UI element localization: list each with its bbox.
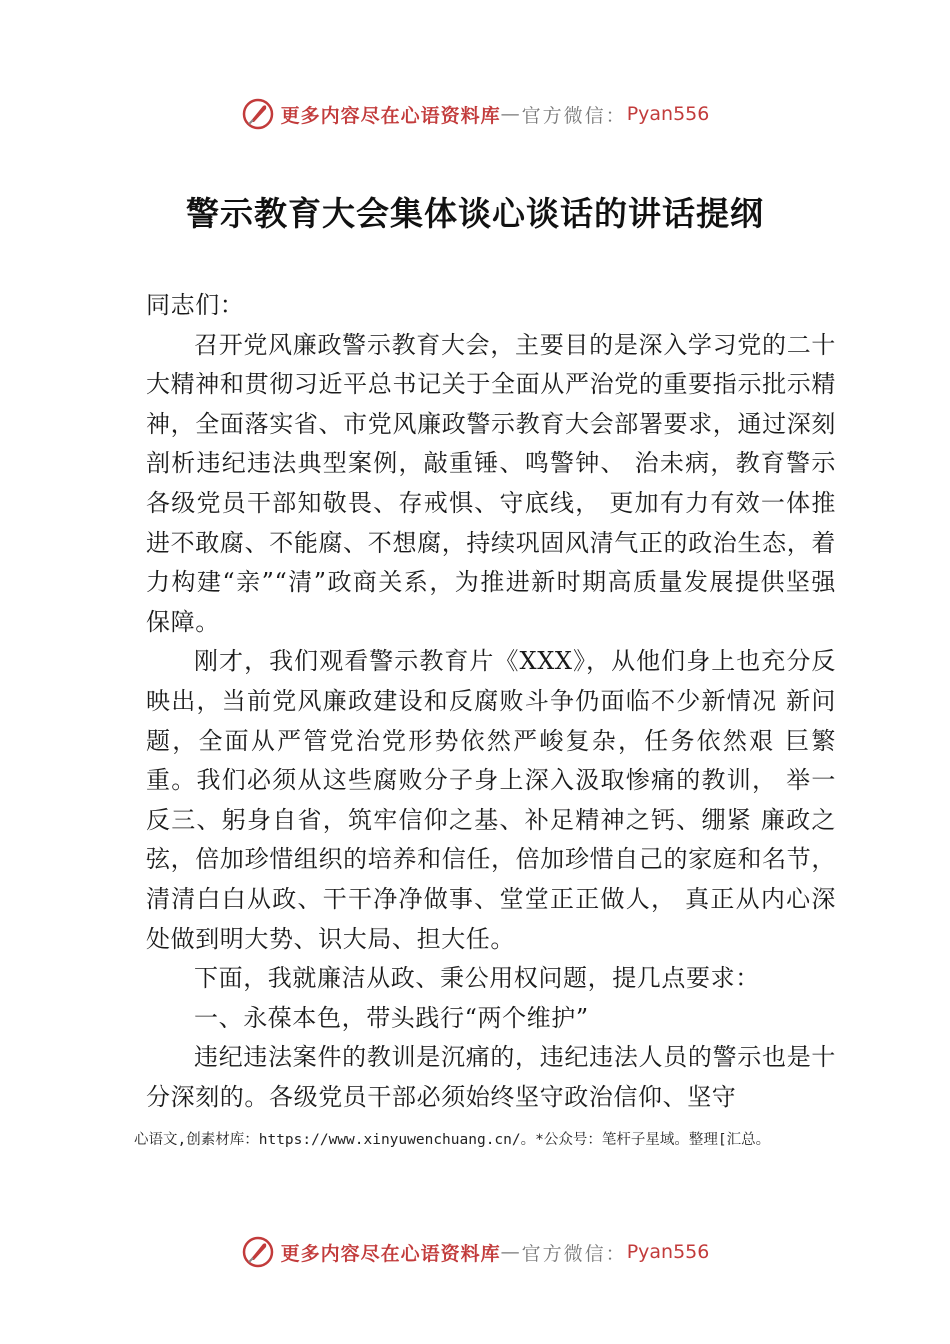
- paragraph: 刚才，我们观看警示教育片《XXX》，从他们身上也充分反映出，当前党风廉政建设和反腐败斗争仍面临不少新情况 新问题，全面从严管党治党形势依然严峻复杂，任务依然艰 巨繁重。我们必须从这些腐败分子身上深入汲取惨痛的教训， 举一反三、躬身自省，筑牢信仰之基、补足精神之钙、绷紧 廉政之弦，倍加珍惜组织的培养和信任，倍加珍惜自己的家庭和名节，清清白白从政、干干净净做事、堂堂正正做人， 真正从内心深处做到明大势、识大局、担大任。: [146, 647, 836, 953]
- footer-watermark-banner: [0, 1232, 950, 1272]
- quill-pen-icon: [241, 97, 275, 131]
- banner-separator: —: [500, 1241, 522, 1263]
- banner-wechat-id: Pyan556: [626, 1241, 710, 1263]
- banner-separator: —: [500, 103, 522, 125]
- footer-source-note: 心语文,创素材库：https://www.xinyuwenchuang.cn/。*公众号：笔杆子星域。整理[汇总。: [134, 1132, 771, 1148]
- banner-official-label: 官方微信：: [521, 1242, 627, 1265]
- header-watermark-banner: [0, 94, 950, 134]
- banner-wechat-id: Pyan556: [626, 103, 710, 125]
- quill-pen-icon: [241, 1235, 275, 1269]
- paragraph: 下面，我就廉洁从政、秉公用权问题，提几点要求：: [194, 964, 760, 993]
- paragraph: 违纪违法案件的教训是沉痛的，违纪违法人员的警示也是十分深刻的。各级党员干部必须始终坚守政治信仰、坚守: [146, 1043, 836, 1111]
- banner-official-label: 官方微信：: [521, 104, 627, 127]
- banner-brand-text: 更多内容尽在心语资料库: [280, 104, 501, 127]
- document-body: [146, 286, 836, 1117]
- banner-brand-text: 更多内容尽在心语资料库: [280, 1242, 501, 1265]
- section-heading: 一、永葆本色，带头践行“两个维护”: [194, 1003, 589, 1032]
- paragraph: 召开党风廉政警示教育大会，主要目的是深入学习党的二十大精神和贯彻习近平总书记关于全面从严治党的重要指示批示精神，全面落实省、市党风廉政警示教育大会部署要求，通过深刻剖析违纪违法典型案例，敲重锤、鸣警钟、 治未病，教育警示各级党员干部知敬畏、存戒惧、守底线， 更加有力有效一体推进不敢腐、不能腐、不想腐，持续巩固风清气正的政治生态，着力构建“亲”“清”政商关系，为推进新时期高质量发展提供坚强保障。: [146, 330, 836, 636]
- document-title: 警示教育大会集体谈心谈话的讲话提纲: [186, 194, 764, 233]
- salutation: 同志们：: [146, 291, 245, 319]
